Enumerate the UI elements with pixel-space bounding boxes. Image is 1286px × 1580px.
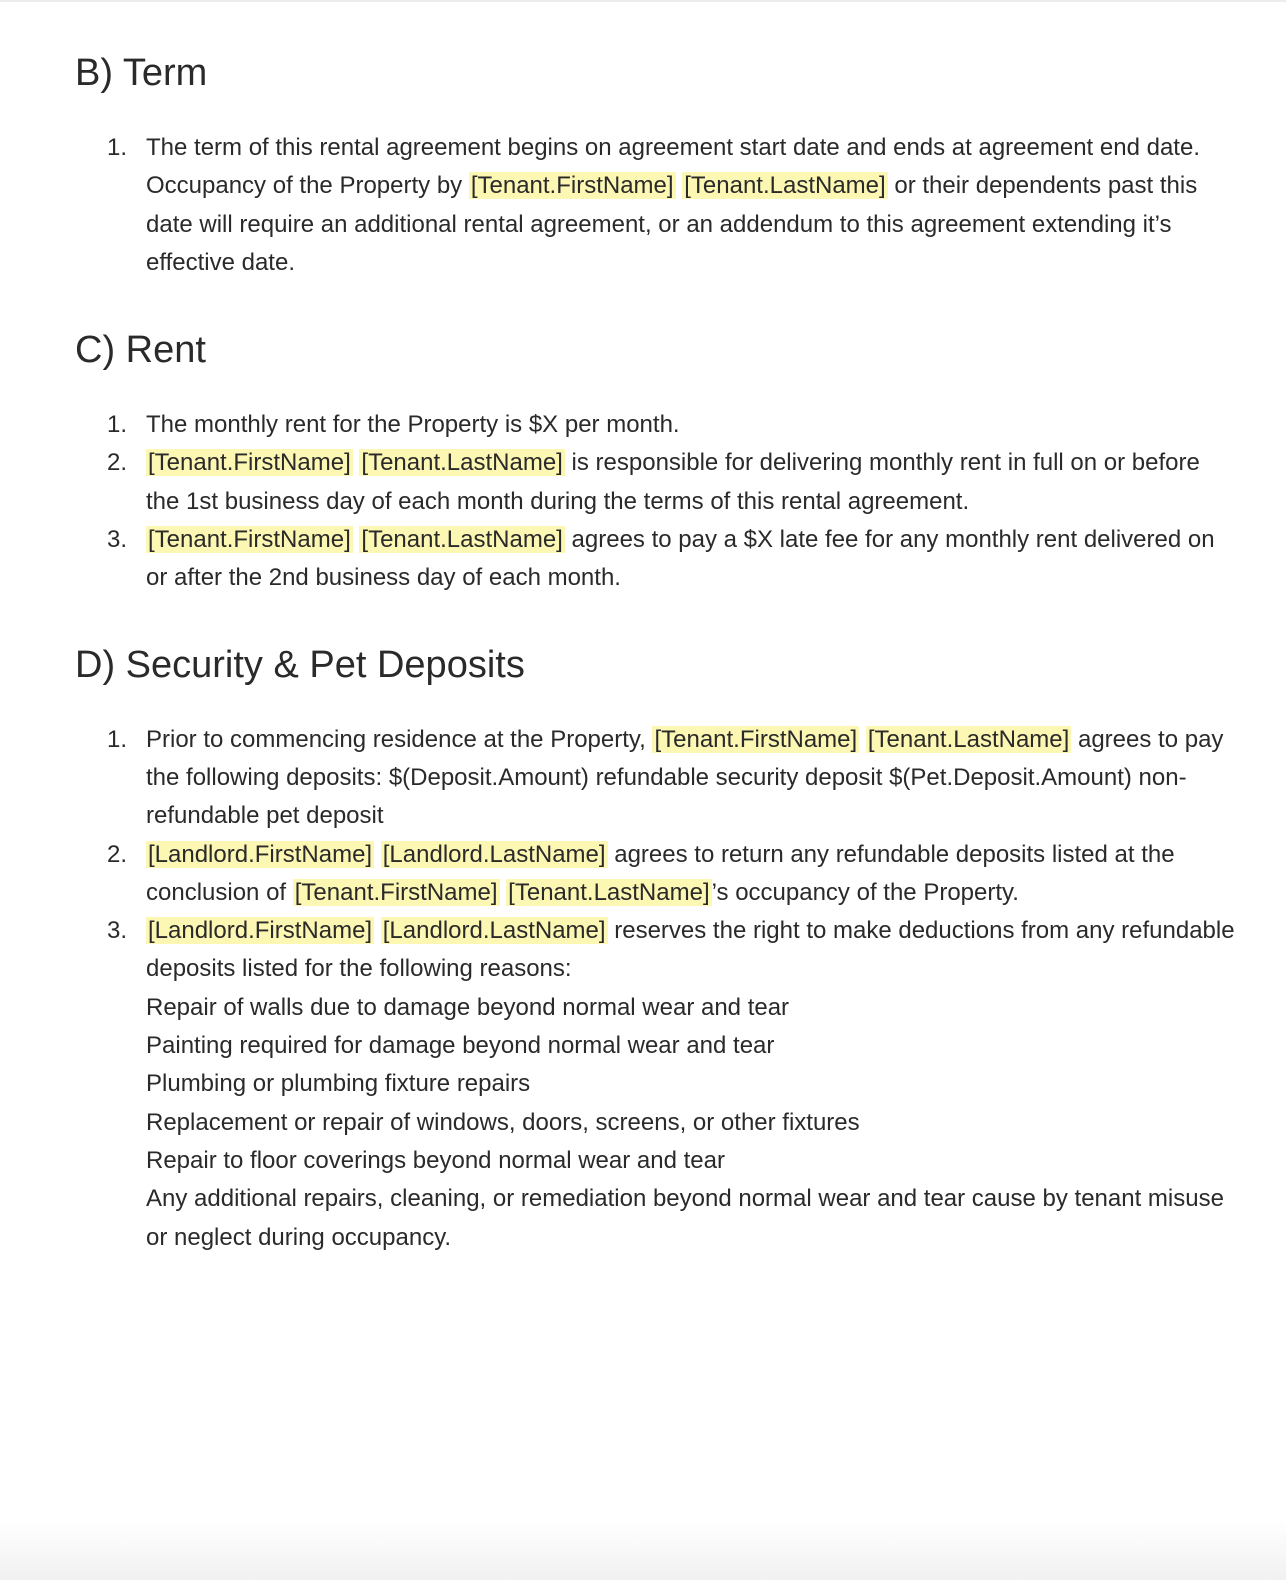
deduction-reason: Painting required for damage beyond normal wear and tear — [146, 1032, 775, 1060]
landlord-first-name-placeholder: [Landlord.FirstName] — [148, 840, 373, 868]
clause-rent-1 — [75, 406, 1235, 444]
clause-text-segment: agrees to return any refundable deposits listed at the conclusion of — [146, 840, 1175, 906]
landlord-last-name-placeholder: [Landlord.LastName] — [382, 917, 606, 945]
tenant-last-name-placeholder: [Tenant.LastName] — [361, 526, 563, 554]
clause-term-1 — [75, 129, 1235, 282]
clause-text-segment: ’s occupancy of the Property. — [711, 878, 1019, 906]
clause-text — [146, 836, 1235, 913]
clause-text-segment: Prior to commencing residence at the Property, — [146, 725, 653, 753]
clause-list-term — [75, 129, 1235, 282]
clause-text-segment: reserves the right to make deductions from any refundable deposits listed for the following reasons: — [146, 917, 1235, 983]
landlord-first-name-placeholder: [Landlord.FirstName] — [148, 917, 373, 945]
clause-deposits-2 — [75, 836, 1235, 913]
section-heading-term: B) Term — [75, 52, 208, 94]
deduction-reason: Repair to floor coverings beyond normal wear and tear — [146, 1146, 725, 1174]
clause-text-segment: or their dependents past this date will require an additional rental agreement, or an addendum to this agreement extending it’s effective date. — [146, 172, 1198, 276]
tenant-last-name-placeholder: [Tenant.LastName] — [684, 172, 886, 200]
landlord-last-name-placeholder: [Landlord.LastName] — [382, 840, 606, 868]
tenant-first-name-placeholder: [Tenant.FirstName] — [294, 878, 498, 906]
top-divider — [0, 0, 1286, 2]
clause-number: 2. — [106, 840, 127, 868]
tenant-last-name-placeholder: [Tenant.LastName] — [867, 725, 1070, 753]
section-heading-deposits: D) Security & Pet Deposits — [75, 643, 525, 686]
clause-text — [146, 444, 1235, 521]
clause-deposits-3 — [75, 912, 1235, 1257]
tenant-first-name-placeholder: [Tenant.FirstName] — [654, 725, 858, 753]
clause-text — [146, 912, 1235, 1257]
tenant-last-name-placeholder: [Tenant.LastName] — [508, 878, 710, 906]
deduction-reason: Plumbing or plumbing fixture repairs — [146, 1070, 531, 1098]
clause-text — [146, 721, 1235, 836]
clause-number: 3. — [106, 526, 127, 554]
clause-number: 1. — [106, 411, 127, 439]
document-page — [75, 48, 1235, 1257]
bottom-shadow — [0, 1520, 1286, 1580]
deduction-reason: Any additional repairs, cleaning, or remediation beyond normal wear and tear cause by tenant misuse or neglect during occupancy. — [146, 1185, 1224, 1251]
tenant-first-name-placeholder: [Tenant.FirstName] — [148, 449, 351, 477]
clause-number: 2. — [106, 449, 127, 477]
clause-list-deposits — [75, 721, 1235, 1257]
clause-number: 1. — [106, 725, 127, 753]
tenant-first-name-placeholder: [Tenant.FirstName] — [470, 172, 674, 200]
section-heading-rent: C) Rent — [75, 329, 206, 372]
tenant-last-name-placeholder: [Tenant.LastName] — [361, 449, 563, 477]
clause-text-segment: The term of this rental agreement begins on agreement start date and ends at agreement end date. Occupancy of the Property by — [146, 134, 1200, 200]
clause-text — [146, 129, 1235, 282]
deduction-reason: Repair of walls due to damage beyond normal wear and tear — [146, 993, 790, 1021]
clause-text-segment: is responsible for delivering monthly rent in full on or before the 1st business day of each month during the terms of this rental agreement. — [146, 449, 1200, 515]
clause-number: 1. — [106, 134, 127, 161]
clause-text: The monthly rent for the Property is $X per month. — [146, 411, 680, 439]
clause-rent-3 — [75, 521, 1235, 598]
clause-text — [146, 521, 1235, 598]
clause-list-rent — [75, 406, 1235, 597]
clause-text-segment: agrees to pay the following deposits: $(Deposit.Amount) refundable security deposit $(Pet.Deposit.Amount) non-refundable pet deposit — [146, 725, 1224, 830]
deduction-reason: Replacement or repair of windows, doors, screens, or other fixtures — [146, 1108, 860, 1136]
clause-rent-2 — [75, 444, 1235, 521]
clause-deposits-1 — [75, 721, 1235, 836]
clause-number: 3. — [106, 917, 127, 945]
clause-text-segment: agrees to pay a $X late fee for any monthly rent delivered on or after the 2nd business day of each month. — [146, 526, 1215, 592]
tenant-first-name-placeholder: [Tenant.FirstName] — [148, 526, 351, 554]
